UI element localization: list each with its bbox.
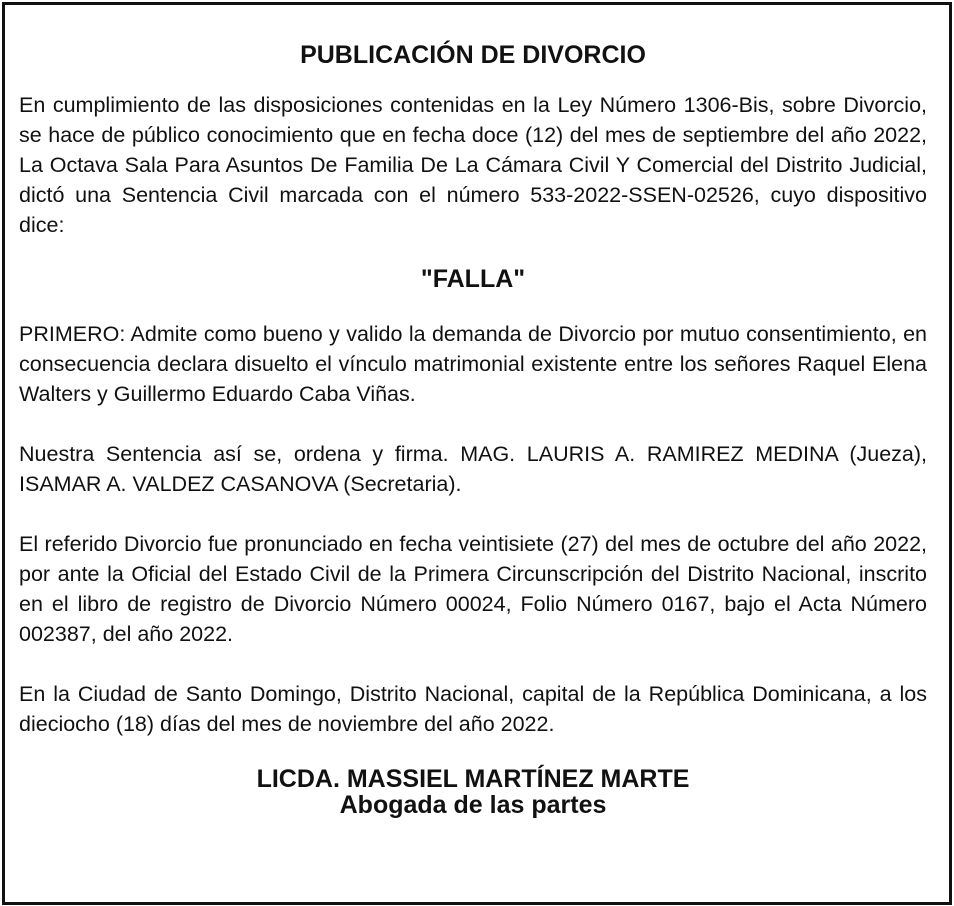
notice-title: PUBLICACIÓN DE DIVORCIO (300, 41, 646, 69)
notice-content (19, 40, 927, 818)
primero-paragraph: PRIMERO: Admite como bueno y valido la demanda de Divorcio por mutuo consentimiento, en consecuencia declara disuelto el vínculo matrimonial existente entre los señores Raquel Elena Walters y Guillermo Eduardo Caba Viñas. (19, 322, 927, 406)
signature-name: LICDA. MASSIEL MARTÍNEZ MARTE (256, 765, 690, 793)
sentencia-paragraph: Nuestra Sentencia así se, ordena y firma. MAG. LAURIS A. RAMIREZ MEDINA (Jueza), ISAMAR A. VALDEZ CASANOVA (Secretaria). (19, 442, 927, 496)
pronunciamiento-paragraph: El referido Divorcio fue pronunciado en fecha veintisiete (27) del mes de octubre del año 2022, por ante la Oficial del Estado Civil de la Primera Circunscripción del Distrito Nacional, inscrito en el libro de registro de Divorcio Número 00024, Folio Número 0167, bajo el Acta Número 002387, del año 2022. (19, 532, 927, 646)
intro-paragraph: En cumplimiento de las disposiciones contenidas en la Ley Número 1306-Bis, sobre Divorcio, se hace de público conocimiento que en fecha doce (12) del mes de septiembre del año 2022, La Octava Sala Para Asuntos De Familia De La Cámara Civil Y Comercial del Distrito Judicial, dictó una Sentencia Civil marcada con el número 533-2022-SSEN-02526, cuyo dispositivo dice: (19, 93, 927, 237)
signature-block (19, 766, 927, 818)
falla-heading: "FALLA" (420, 265, 526, 293)
signature-role: Abogada de las partes (339, 791, 607, 819)
place-date-paragraph: En la Ciudad de Santo Domingo, Distrito Nacional, capital de la República Dominicana, a los dieciocho (18) días del mes de noviembre del año 2022. (19, 682, 927, 736)
